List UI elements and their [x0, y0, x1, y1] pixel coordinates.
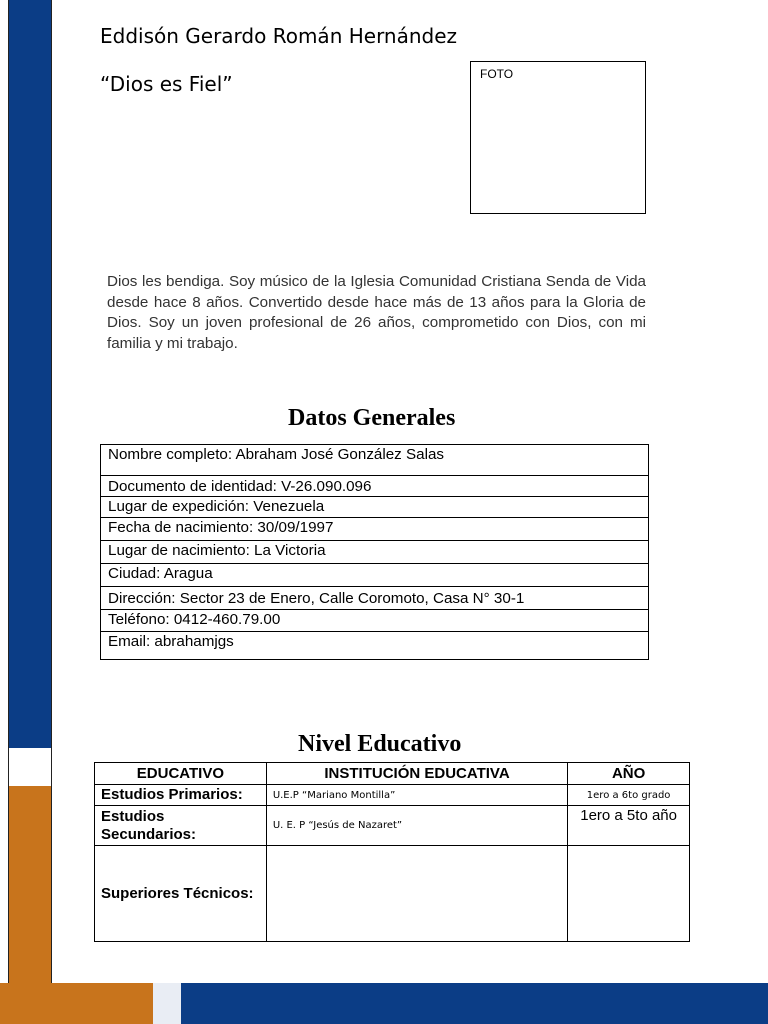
table-row — [95, 846, 690, 942]
year-secondary: 1ero a 5to año — [568, 806, 690, 846]
bio-paragraph: Dios les bendiga. Soy músico de la Iglesia Comunidad Cristiana Senda de Vida desde hace 8 años. Convertido desde hace más de 13 años para la Gloria de Dios. Soy un joven profesional de 26 años, comprometido con Dios, con mi familia y mi trabajo. — [107, 273, 646, 352]
id-document-cell: Documento de identidad: V-26.090.096 — [101, 476, 649, 497]
birth-place-cell: Lugar de nacimiento: La Victoria — [101, 541, 649, 564]
address-cell: Dirección: Sector 23 de Enero, Calle Coromoto, Casa N° 30-1 — [101, 587, 649, 610]
left-white-band — [8, 748, 52, 786]
left-blue-band — [8, 0, 52, 748]
level-technical: Superiores Técnicos: — [95, 846, 267, 942]
bottom-orange-band — [0, 983, 153, 1024]
email-cell: Email: abrahamjgs — [101, 632, 649, 660]
phone-cell: Teléfono: 0412-460.79.00 — [101, 610, 649, 632]
general-data-table — [100, 444, 649, 660]
header-institution: INSTITUCIÓN EDUCATIVA — [266, 763, 567, 785]
table-row — [101, 497, 649, 518]
level-secondary: Estudios Secundarios: — [95, 806, 267, 846]
issue-place-cell: Lugar de expedición: Venezuela — [101, 497, 649, 518]
table-row — [101, 610, 649, 632]
left-orange-band — [8, 786, 52, 986]
institution-secondary: U. E. P “Jesús de Nazaret” — [266, 806, 567, 846]
city-cell: Ciudad: Aragua — [101, 564, 649, 587]
full-name-cell: Nombre completo: Abraham José González Salas — [101, 445, 649, 476]
general-data-title: Datos Generales — [288, 405, 456, 431]
table-row — [101, 564, 649, 587]
person-name: Eddisón Gerardo Román Hernández — [100, 24, 458, 48]
institution-technical — [266, 846, 567, 942]
education-table — [94, 762, 690, 942]
table-row — [101, 541, 649, 564]
year-primary: 1ero a 6to grado — [568, 785, 690, 806]
table-row — [101, 587, 649, 610]
level-primary: Estudios Primarios: — [95, 785, 267, 806]
motto: “Dios es Fiel” — [100, 72, 233, 96]
table-row — [101, 518, 649, 541]
photo-label: FOTO — [480, 67, 514, 81]
education-title: Nivel Educativo — [298, 731, 462, 757]
institution-primary: U.E.P “Mariano Montilla” — [266, 785, 567, 806]
table-row — [95, 806, 690, 846]
birth-date-cell: Fecha de nacimiento: 30/09/1997 — [101, 518, 649, 541]
bottom-blue-band — [181, 983, 768, 1024]
year-technical — [568, 846, 690, 942]
header-level: EDUCATIVO — [95, 763, 267, 785]
table-row — [101, 476, 649, 497]
photo-placeholder — [470, 61, 646, 214]
table-header-row — [95, 763, 690, 785]
header-year: AÑO — [568, 763, 690, 785]
table-row — [95, 785, 690, 806]
table-row — [101, 445, 649, 476]
table-row — [101, 632, 649, 660]
bottom-band-gap — [153, 983, 181, 1024]
